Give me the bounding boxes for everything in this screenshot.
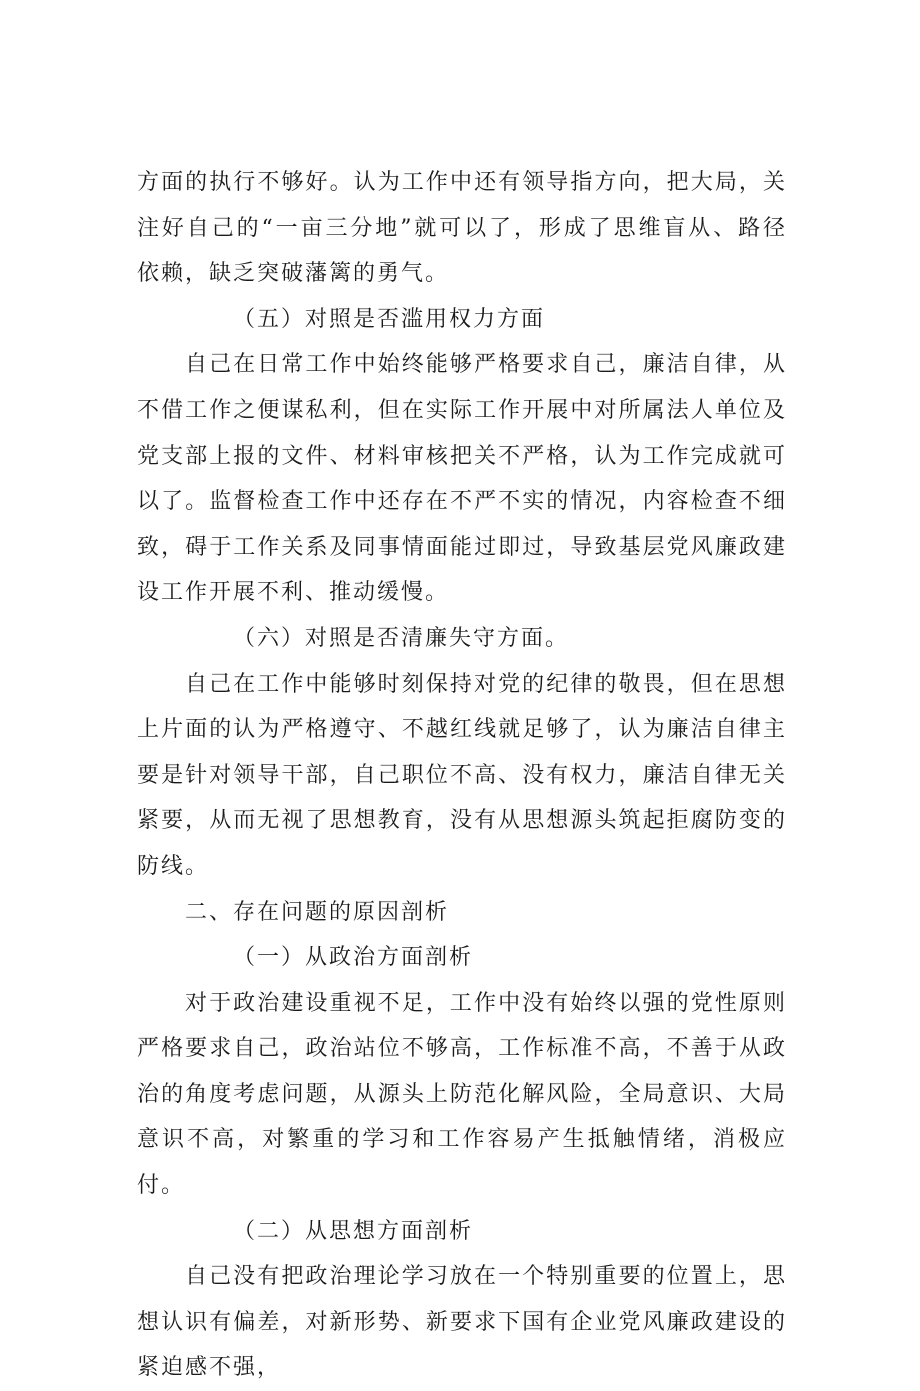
paragraph-abuse-of-power: 自己在日常工作中始终能够严格要求自己，廉洁自律，从不借工作之便谋私利，但在实际工作开展中对所属法人单位及党支部上报的文件、材料审核把关不严格，认为工作完成就可以了。监督检查工作中还存在不严不实的情况，内容检查不细致，碍于工作关系及同事情面能过即过，导致基层党风廉政建设工作开展不利、推动缓慢。	[137, 352, 787, 606]
section-heading-2: 二、存在问题的原因剖析	[185, 899, 450, 925]
document-body	[137, 160, 787, 1391]
paragraph-continuation: 方面的执行不够好。认为工作中还有领导指方向，把大局，关注好自己的“一亩三分地”就可以了，形成了思维盲从、路径依赖，缺乏突破藩篱的勇气。	[137, 170, 787, 287]
subheading-5: （五）对照是否滥用权力方面	[233, 306, 546, 332]
subheading-ideological: （二）从思想方面剖析	[233, 1218, 474, 1244]
subheading-6: （六）对照是否清廉失守方面。	[233, 625, 570, 651]
paragraph-ideological: 自己没有把政治理论学习放在一个特别重要的位置上，思想认识有偏差，对新形势、新要求下国有企业党风廉政建设的紧迫感不强，	[137, 1264, 787, 1381]
paragraph-political: 对于政治建设重视不足，工作中没有始终以强的党性原则严格要求自己，政治站位不够高，工作标准不高，不善于从政治的角度考虑问题，从源头上防范化解风险，全局意识、大局意识不高，对繁重的学习和工作容易产生抵触情绪，消极应付。	[137, 990, 787, 1199]
subheading-political: （一）从政治方面剖析	[233, 945, 474, 971]
paragraph-integrity: 自己在工作中能够时刻保持对党的纪律的敬畏，但在思想上片面的认为严格遵守、不越红线就足够了，认为廉洁自律主要是针对领导干部，自己职位不高、没有权力，廉洁自律无关紧要，从而无视了思想教育，没有从思想源头筑起拒腐防变的防线。	[137, 671, 787, 879]
